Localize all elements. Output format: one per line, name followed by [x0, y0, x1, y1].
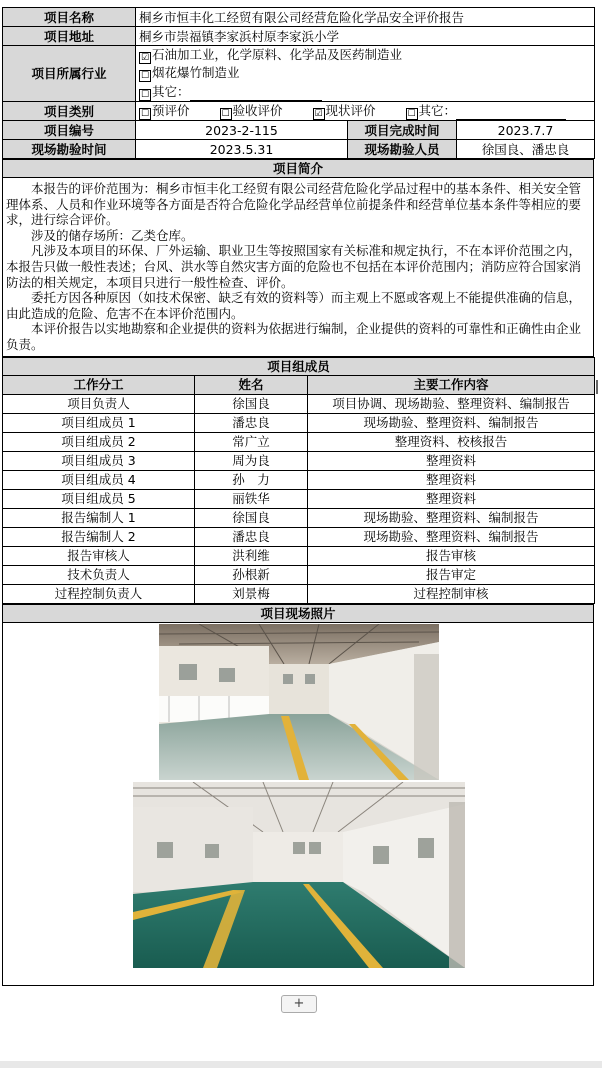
survey-time-value: 2023.5.31 — [136, 140, 348, 159]
team-member-name: 洪利维 — [195, 546, 308, 565]
surveyors-label: 现场勘验人员 — [348, 140, 457, 159]
table-row — [3, 527, 595, 546]
industry-option-other[interactable]: ☐ 其它： — [139, 82, 591, 101]
checkbox-checked-icon: ☑ — [140, 53, 150, 63]
survey-time-label: 现场勘验时间 — [3, 140, 136, 159]
team-role: 报告编制人 1 — [3, 508, 195, 527]
team-work: 现场勘验、整理资料、编制报告 — [308, 508, 595, 527]
table-row — [3, 451, 595, 470]
site-photo-2 — [133, 782, 465, 968]
team-header-name: 姓名 — [195, 375, 308, 394]
team-role: 项目组成员 2 — [3, 432, 195, 451]
team-work: 现场勘验、整理资料、编制报告 — [308, 413, 595, 432]
warehouse-photo-image — [159, 624, 439, 780]
intro-body — [3, 178, 594, 357]
team-work: 整理资料、校核报告 — [308, 432, 595, 451]
checkbox-icon: ☐ — [140, 90, 150, 100]
category-label: 项目类别 — [3, 102, 136, 121]
team-role: 项目组成员 1 — [3, 413, 195, 432]
category-option-pre[interactable]: ☐ 预评价 — [140, 103, 190, 119]
surveyors-value: 徐国良、潘忠良 — [457, 140, 595, 159]
project-address-value: 桐乡市崇福镇李家浜村原李家浜小学 — [136, 27, 595, 46]
intro-paragraph: 本评价报告以实地勘察和企业提供的资料为依据进行编制，企业提供的资料的可靠性和正确性由企业负责。 — [6, 321, 582, 352]
table-row — [3, 413, 595, 432]
team-work: 现场勘验、整理资料、编制报告 — [308, 527, 595, 546]
team-header-work: 主要工作内容 — [308, 375, 595, 394]
photos-title: 项目现场照片 — [3, 604, 594, 622]
team-role: 项目组成员 3 — [3, 451, 195, 470]
team-header-role: 工作分工 — [3, 375, 195, 394]
table-row — [3, 508, 595, 527]
team-member-name: 周为良 — [195, 451, 308, 470]
team-member-name: 徐国良 — [195, 394, 308, 413]
resize-handle[interactable] — [596, 380, 598, 394]
category-option-other[interactable]: ☐ 其它： — [406, 102, 567, 120]
checkbox-icon: ☐ — [140, 71, 150, 81]
project-name-label: 项目名称 — [3, 8, 136, 27]
photos-area — [3, 622, 594, 985]
completion-time-value: 2023.7.7 — [457, 121, 595, 140]
checkbox-icon: ☐ — [221, 109, 230, 119]
warehouse-photo-image — [133, 782, 465, 968]
team-member-name: 孙根新 — [195, 565, 308, 584]
team-role: 过程控制负责人 — [3, 584, 195, 603]
completion-time-label: 项目完成时间 — [348, 121, 457, 140]
other-blank-line — [456, 102, 566, 120]
table-row — [3, 432, 595, 451]
project-info-table — [2, 7, 595, 159]
team-work: 过程控制审核 — [308, 584, 595, 603]
site-photo-1 — [159, 624, 439, 780]
table-row — [3, 565, 595, 584]
team-work: 报告审定 — [308, 565, 595, 584]
intro-title: 项目简介 — [3, 160, 594, 178]
team-role: 技术负责人 — [3, 565, 195, 584]
team-member-name: 潘忠良 — [195, 527, 308, 546]
team-member-name: 潘忠良 — [195, 413, 308, 432]
team-work: 项目协调、现场勘验、整理资料、编制报告 — [308, 394, 595, 413]
team-member-name: 徐国良 — [195, 508, 308, 527]
intro-paragraph: 委托方因各种原因（如技术保密、缺乏有效的资料等）而主观上不愿或客观上不能提供准确的信息，由此造成的危险、危害不在本评价范围内。 — [6, 290, 582, 321]
category-option-acceptance[interactable]: ☐ 验收评价 — [221, 103, 283, 119]
team-member-name: 丽铁华 — [195, 489, 308, 508]
intro-paragraph: 涉及的储存场所：乙类仓库。 — [31, 227, 194, 243]
team-member-name: 孙 力 — [195, 470, 308, 489]
other-blank-line — [190, 82, 322, 101]
category-option-status[interactable]: ☑ 现状评价 — [314, 103, 376, 119]
table-row — [3, 546, 595, 565]
team-role: 报告审核人 — [3, 546, 195, 565]
table-row — [3, 470, 595, 489]
table-row — [3, 489, 595, 508]
project-number-value: 2023-2-115 — [136, 121, 348, 140]
intro-table — [2, 159, 594, 357]
category-options — [136, 102, 595, 121]
industry-label: 项目所属行业 — [3, 46, 136, 102]
team-role: 报告编制人 2 — [3, 527, 195, 546]
checkbox-icon: ☐ — [140, 109, 150, 119]
team-member-name: 刘景梅 — [195, 584, 308, 603]
project-address-label: 项目地址 — [3, 27, 136, 46]
intro-paragraph: 凡涉及本项目的环保、厂外运输、职业卫生等按照国家有关标准和规定执行，不在本评价范围之内，本报告只做一般性表述；台风、洪水等自然灾害方面的危险也不包括在本评价范围内；消防应符合国家消防法的相关规定，本项目只进行一般性检查、评价。 — [6, 243, 582, 290]
team-role: 项目负责人 — [3, 394, 195, 413]
industry-option-fireworks[interactable]: ☐ 烟花爆竹制造业 — [140, 65, 240, 81]
checkbox-checked-icon: ☑ — [314, 109, 323, 119]
industry-options — [136, 46, 595, 102]
table-row — [3, 394, 595, 413]
industry-option-petro[interactable]: ☑ 石油加工业，化学原料、化学品及医药制造业 — [140, 47, 403, 63]
team-work: 整理资料 — [308, 489, 595, 508]
team-work: 整理资料 — [308, 451, 595, 470]
photos-table — [2, 604, 594, 986]
team-role: 项目组成员 4 — [3, 470, 195, 489]
bottom-bar — [0, 1061, 602, 1068]
checkbox-icon: ☐ — [407, 109, 416, 119]
team-work: 整理资料 — [308, 470, 595, 489]
team-role: 项目组成员 5 — [3, 489, 195, 508]
intro-paragraph: 本报告的评价范围为：桐乡市恒丰化工经贸有限公司经营危险化学品过程中的基本条件、相关安全管理体系、人员和作业环境等各方面是否符合危险化学品经营单位前提条件和经营单位基本条件等相应的要求，进行综合评价。 — [6, 181, 582, 228]
add-button[interactable]: + — [281, 995, 317, 1013]
team-work: 报告审核 — [308, 546, 595, 565]
table-row — [3, 584, 595, 603]
project-name-value: 桐乡市恒丰化工经贸有限公司经营危险化学品安全评价报告 — [136, 8, 595, 27]
team-table — [2, 357, 595, 604]
report-sheet — [2, 7, 594, 986]
team-title: 项目组成员 — [3, 357, 595, 375]
team-member-name: 常广立 — [195, 432, 308, 451]
project-number-label: 项目编号 — [3, 121, 136, 140]
